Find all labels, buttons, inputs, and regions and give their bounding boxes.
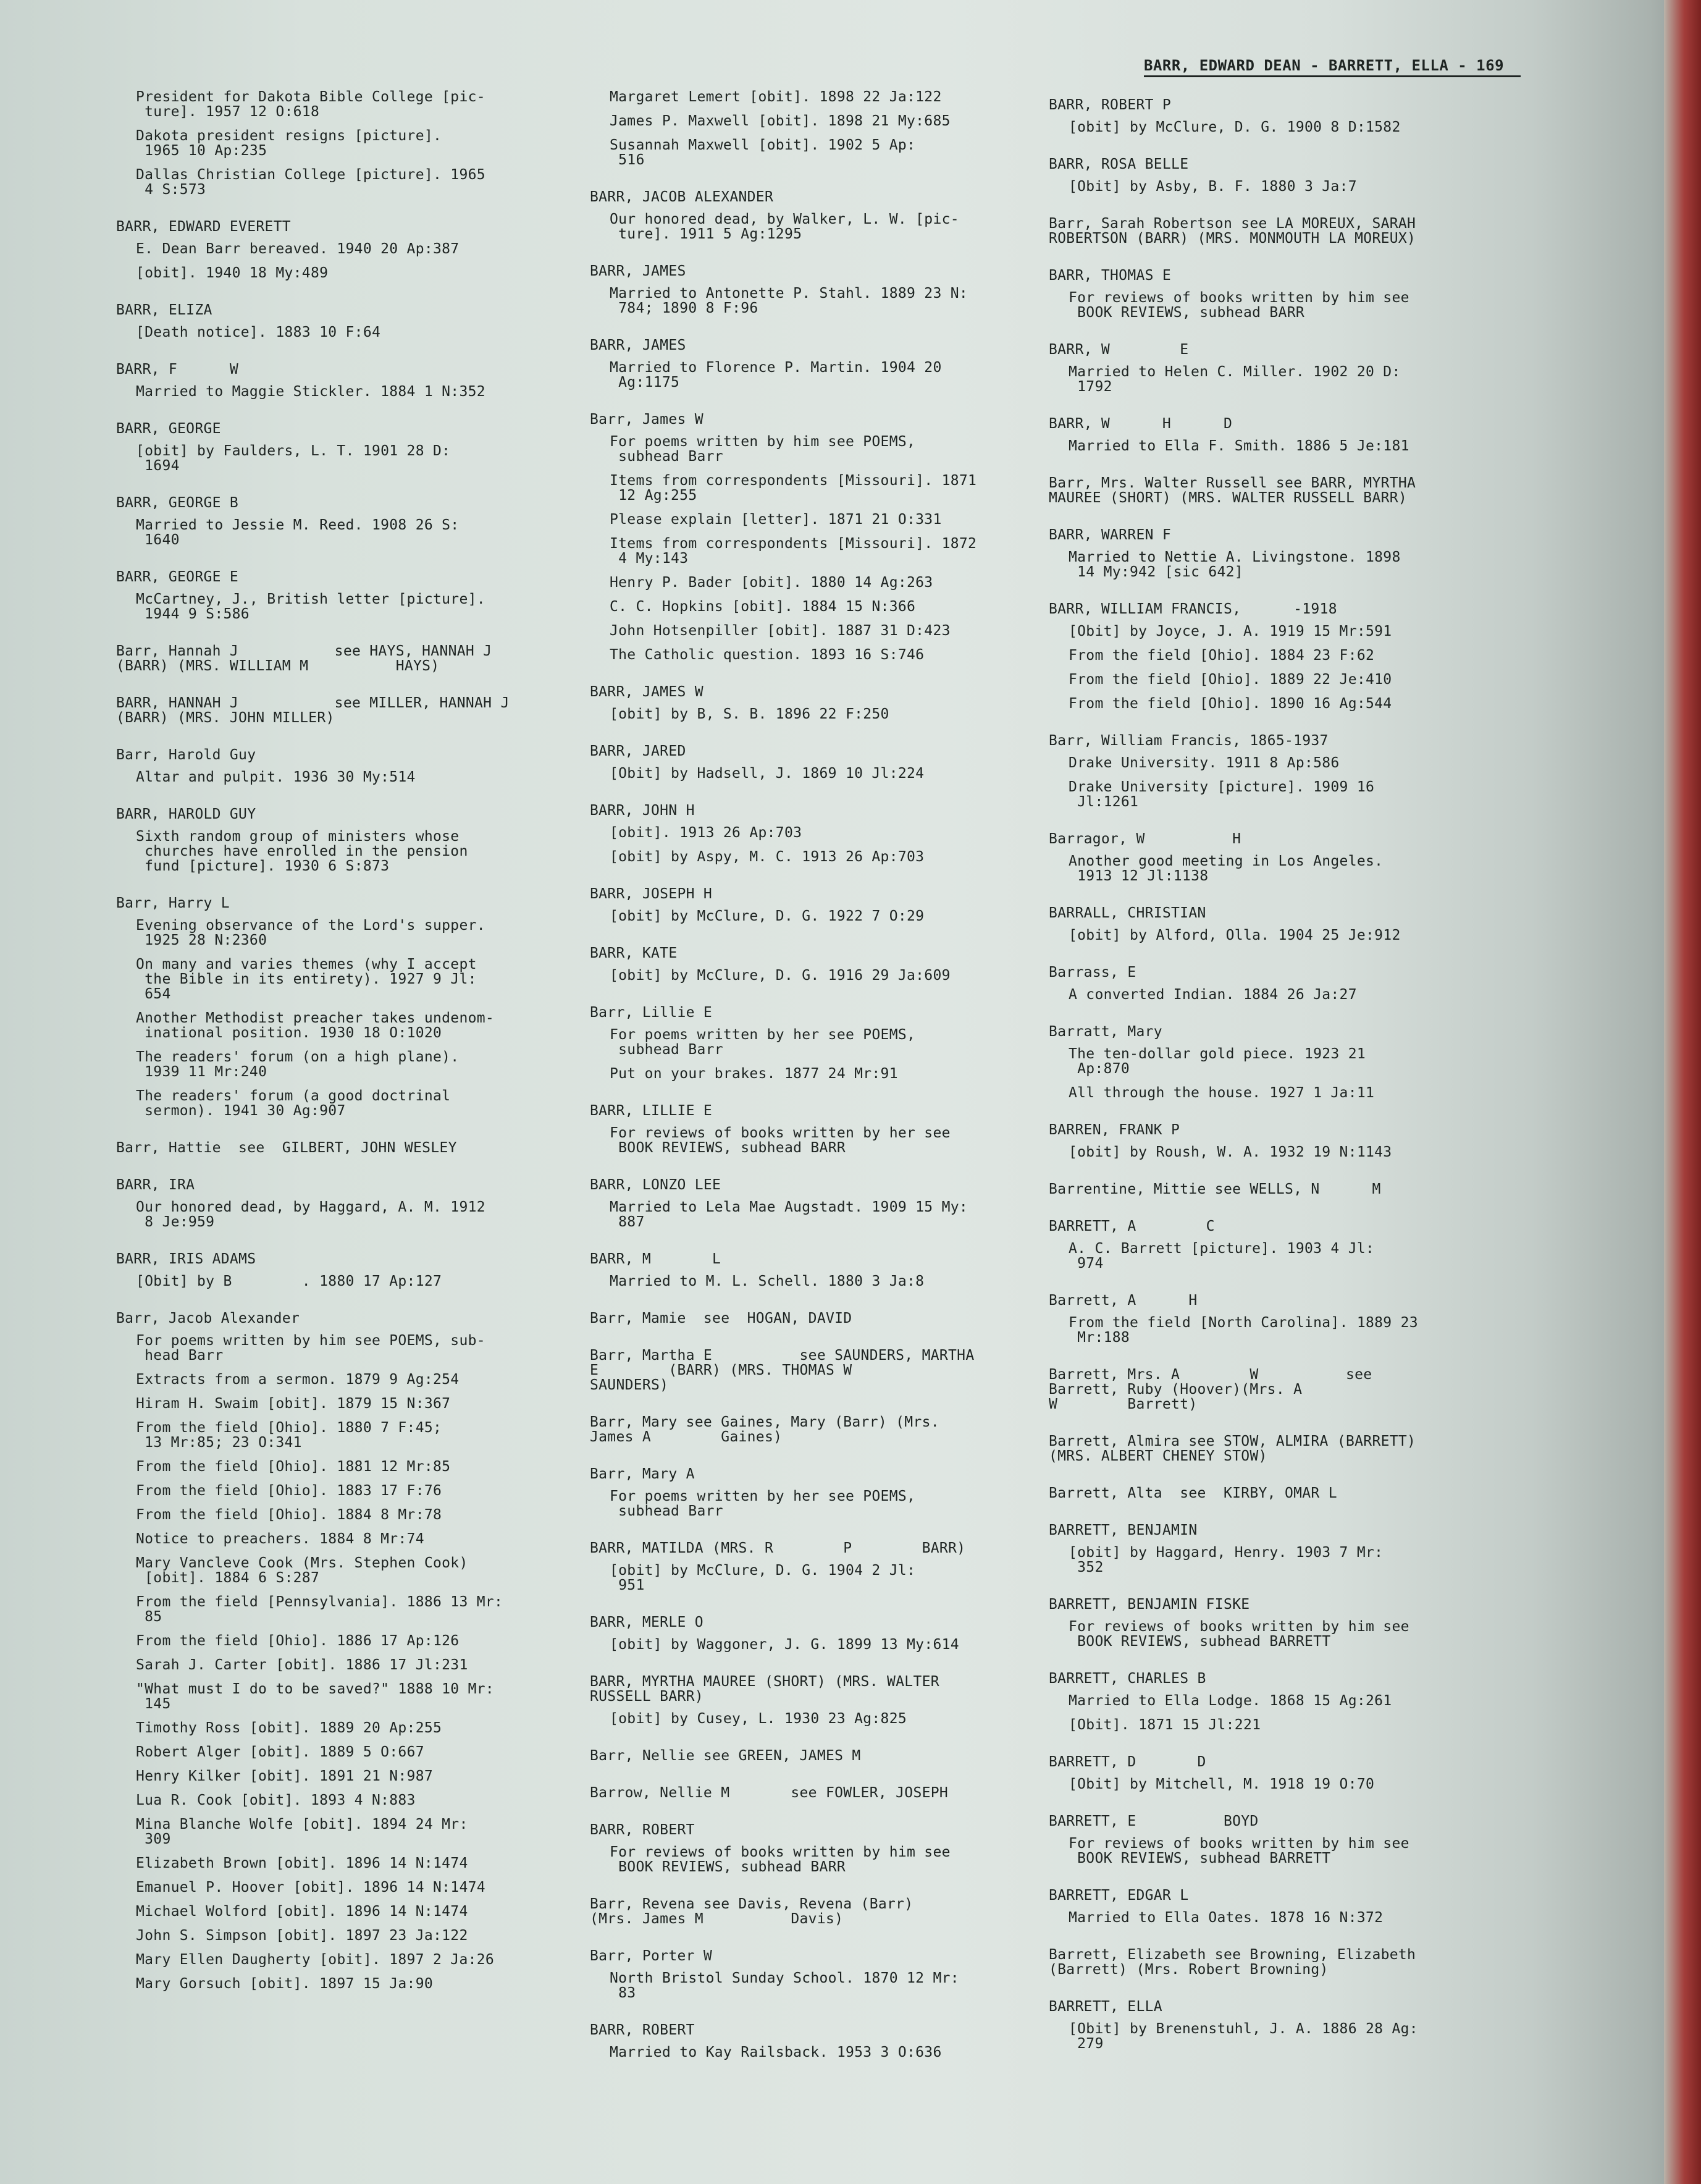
entry-heading: Barr, Harold Guy xyxy=(116,747,256,763)
index-entry xyxy=(590,1823,1022,1874)
entry-citation: E. Dean Barr bereaved. 1940 20 Ap:387 xyxy=(136,241,460,257)
index-entry xyxy=(1049,1486,1481,1501)
entry-citation: Henry P. Bader [obit]. 1880 14 Ag:263 xyxy=(610,575,933,591)
entry-citation: All through the house. 1927 1 Ja:11 xyxy=(1069,1085,1375,1101)
entry-citation: Items from correspondents [Missouri]. 1872 4 My:143 xyxy=(610,536,977,567)
index-entry xyxy=(1049,965,1481,1002)
entry-heading: BARRALL, CHRISTIAN xyxy=(1049,905,1206,921)
index-entry xyxy=(1049,1597,1481,1649)
index-entry xyxy=(1049,1293,1481,1345)
index-entry xyxy=(116,495,548,547)
entry-citation: Sarah J. Carter [obit]. 1886 17 Jl:231 xyxy=(136,1657,468,1673)
entry-citation: Another Methodist preacher takes undenom- inational position. 1930 18 O:1020 xyxy=(136,1010,495,1041)
index-entry xyxy=(590,887,1022,924)
entry-citation: The readers' forum (on a high plane). 1939 11 Mr:240 xyxy=(136,1049,460,1080)
entry-heading: Barr, Harry L xyxy=(116,895,230,911)
entry-citation: From the field [Ohio]. 1890 16 Ag:544 xyxy=(1069,696,1392,712)
index-entry xyxy=(1049,1219,1481,1271)
entry-heading: BARREN, FRANK P xyxy=(1049,1122,1180,1138)
index-entry xyxy=(116,1252,548,1289)
entry-citation: President for Dakota Bible College [pic- ture]. 1957 12 O:618 xyxy=(136,89,485,120)
index-entry xyxy=(1049,1814,1481,1866)
entry-heading: BARR, HAROLD GUY xyxy=(116,806,256,822)
index-entry xyxy=(116,219,548,280)
entry-heading: BARR, KATE xyxy=(590,945,678,961)
entry-heading: BARR, JARED xyxy=(590,743,686,759)
entry-heading: BARR, GEORGE B xyxy=(116,495,239,511)
entry-citation: Please explain [letter]. 1871 21 O:331 xyxy=(610,512,942,528)
entry-heading: BARR, ROBERT xyxy=(590,2022,695,2038)
entry-citation: Margaret Lemert [obit]. 1898 22 Ja:122 xyxy=(610,89,942,105)
entry-citation: From the field [Ohio]. 1886 17 Ap:126 xyxy=(136,1633,460,1649)
entry-citation: North Bristol Sunday School. 1870 12 Mr: 83 xyxy=(610,1970,959,2001)
entry-citation: "What must I do to be saved?" 1888 10 Mr: 145 xyxy=(136,1681,495,1712)
entry-citation: John S. Simpson [obit]. 1897 23 Ja:122 xyxy=(136,1928,468,1944)
index-entry xyxy=(1049,342,1481,394)
index-entry xyxy=(1049,216,1481,246)
entry-heading: BARRETT, BENJAMIN xyxy=(1049,1522,1198,1538)
index-entry xyxy=(1049,1523,1481,1575)
entry-heading: BARR, LILLIE E xyxy=(590,1103,713,1119)
entry-citation: For reviews of books written by him see BOOK REVIEWS, subhead BARRETT xyxy=(1069,1619,1409,1650)
index-entry xyxy=(590,803,1022,864)
entry-heading: Barrow, Nellie M see FOWLER, JOSEPH xyxy=(590,1785,949,1801)
entry-heading: Barr, Revena see Davis, Revena (Barr) (Mrs. James M Davis) xyxy=(590,1896,914,1927)
entry-citation: Susannah Maxwell [obit]. 1902 5 Ap: 516 xyxy=(610,137,916,168)
entry-citation: [obit] by Faulders, L. T. 1901 28 D: 1694 xyxy=(136,443,451,474)
entry-citation: James P. Maxwell [obit]. 1898 21 My:685 xyxy=(610,113,951,129)
entry-heading: Barr, Jacob Alexander xyxy=(116,1310,300,1326)
entry-heading: Barr, Mamie see HOGAN, DAVID xyxy=(590,1310,852,1326)
entry-citation: C. C. Hopkins [obit]. 1884 15 N:366 xyxy=(610,599,916,615)
entry-citation: Married to Florence P. Martin. 1904 20 Ag:1175 xyxy=(610,360,942,390)
entry-heading: Barr, Martha E see SAUNDERS, MARTHA E (BARR) (MRS. THOMAS W SAUNDERS) xyxy=(590,1347,975,1393)
entry-heading: BARR, W H D xyxy=(1049,416,1233,432)
entry-citation: Married to Nettie A. Livingstone. 1898 14 My:942 [sic 642] xyxy=(1069,549,1401,580)
entry-citation: Dakota president resigns [picture]. 1965 10 Ap:235 xyxy=(136,128,442,159)
entry-citation: [Obit]. 1871 15 Jl:221 xyxy=(1069,1717,1261,1733)
index-entry xyxy=(1049,1182,1481,1197)
index-entry xyxy=(590,2023,1022,2060)
entry-heading: Barrett, Almira see STOW, ALMIRA (BARRETT) (MRS. ALBERT CHENEY STOW) xyxy=(1049,1433,1416,1464)
entry-heading: BARRETT, A C xyxy=(1049,1218,1215,1234)
index-entry xyxy=(590,190,1022,242)
entry-heading: BARR, WILLIAM FRANCIS, -1918 xyxy=(1049,601,1337,617)
index-entry xyxy=(590,90,1022,167)
entry-citation: From the field [Ohio]. 1889 22 Je:410 xyxy=(1069,672,1392,688)
entry-citation: Married to Maggie Stickler. 1884 1 N:352 xyxy=(136,384,485,400)
entry-heading: BARR, ROSA BELLE xyxy=(1049,156,1189,172)
entry-citation: Mary Vancleve Cook (Mrs. Stephen Cook) [obit]. 1884 6 S:287 xyxy=(136,1555,468,1586)
entry-citation: Hiram H. Swaim [obit]. 1879 15 N:367 xyxy=(136,1396,451,1412)
entry-citation: From the field [Pennsylvania]. 1886 13 Mr: 85 xyxy=(136,1594,503,1625)
entry-citation: [obit] by McClure, D. G. 1916 29 Ja:609 xyxy=(610,968,951,984)
index-entry xyxy=(116,696,548,725)
entry-heading: Barratt, Mary xyxy=(1049,1024,1162,1040)
entry-citation: [obit] by Haggard, Henry. 1903 7 Mr: 352 xyxy=(1069,1545,1384,1575)
index-entry xyxy=(116,90,548,197)
entry-heading: Barrett, Alta see KIRBY, OMAR L xyxy=(1049,1485,1337,1501)
entry-heading: Barr, William Francis, 1865-1937 xyxy=(1049,733,1329,749)
column-1 xyxy=(116,89,548,2013)
entry-heading: BARR, EDWARD EVERETT xyxy=(116,219,291,235)
entry-citation: [obit] by McClure, D. G. 1922 7 O:29 xyxy=(610,908,925,924)
entry-citation: Evening observance of the Lord's supper. 1925 28 N:2360 xyxy=(136,917,485,948)
column-3 xyxy=(1049,98,1481,2073)
entry-citation: Michael Wolford [obit]. 1896 14 N:1474 xyxy=(136,1904,468,1920)
entry-heading: BARR, THOMAS E xyxy=(1049,268,1172,284)
entry-citation: [obit] by Alford, Olla. 1904 25 Je:912 xyxy=(1069,927,1401,943)
entry-citation: [obit]. 1913 26 Ap:703 xyxy=(610,825,802,841)
entry-citation: [obit] by Waggoner, J. G. 1899 13 My:614 xyxy=(610,1637,959,1653)
index-entry xyxy=(590,1786,1022,1800)
entry-citation: For poems written by him see POEMS, sub- head Barr xyxy=(136,1333,485,1364)
entry-heading: BARR, HANNAH J see MILLER, HANNAH J (BARR) (MRS. JOHN MILLER) xyxy=(116,695,510,726)
entry-citation: McCartney, J., British letter [picture]. 1944 9 S:586 xyxy=(136,591,485,622)
entry-citation: From the field [Ohio]. 1881 12 Mr:85 xyxy=(136,1459,451,1475)
entry-citation: [obit] by Aspy, M. C. 1913 26 Ap:703 xyxy=(610,849,925,865)
entry-heading: BARR, IRA xyxy=(116,1177,195,1193)
index-entry xyxy=(590,1005,1022,1081)
entry-citation: Dallas Christian College [picture]. 1965 4 S:573 xyxy=(136,167,485,198)
index-entry xyxy=(1049,476,1481,505)
entry-heading: BARRETT, D D xyxy=(1049,1754,1206,1770)
entry-heading: BARR, ROBERT P xyxy=(1049,97,1172,113)
index-entry xyxy=(1049,602,1481,711)
index-entry xyxy=(116,303,548,340)
index-entry xyxy=(1049,1999,1481,2051)
entry-citation: [obit] by McClure, D. G. 1904 2 Jl: 951 xyxy=(610,1562,916,1593)
entry-citation: [Obit] by Brenenstuhl, J. A. 1886 28 Ag: 279 xyxy=(1069,2021,1418,2052)
index-entry xyxy=(590,412,1022,662)
entry-citation: Married to Lela Mae Augstadt. 1909 15 My: 887 xyxy=(610,1199,968,1230)
entry-citation: Married to M. L. Schell. 1880 3 Ja:8 xyxy=(610,1273,925,1289)
entry-citation: [Obit] by B . 1880 17 Ap:127 xyxy=(136,1273,442,1289)
index-entry xyxy=(590,1615,1022,1652)
entry-heading: BARRETT, EDGAR L xyxy=(1049,1887,1189,1904)
entry-citation: Robert Alger [obit]. 1889 5 O:667 xyxy=(136,1744,424,1760)
entry-citation: Extracts from a sermon. 1879 9 Ag:254 xyxy=(136,1372,460,1388)
index-entry xyxy=(1049,1123,1481,1160)
entry-heading: BARR, JOSEPH H xyxy=(590,886,713,902)
entry-heading: BARR, IRIS ADAMS xyxy=(116,1251,256,1267)
entry-citation: Drake University [picture]. 1909 16 Jl:1261 xyxy=(1069,779,1375,810)
index-entry xyxy=(116,1311,548,1991)
entry-heading: BARR, JAMES xyxy=(590,263,686,279)
entry-heading: Barrett, A H xyxy=(1049,1292,1198,1309)
entry-citation: Put on your brakes. 1877 24 Mr:91 xyxy=(610,1066,898,1082)
index-entry xyxy=(590,1467,1022,1519)
entry-citation: Drake University. 1911 8 Ap:586 xyxy=(1069,755,1340,771)
index-entry xyxy=(590,1748,1022,1763)
index-entry xyxy=(1049,1947,1481,1977)
index-entry xyxy=(116,896,548,1118)
entry-citation: [obit] by Cusey, L. 1930 23 Ag:825 xyxy=(610,1711,907,1727)
entry-citation: From the field [Ohio]. 1884 23 F:62 xyxy=(1069,647,1375,664)
entry-heading: Barr, Sarah Robertson see LA MOREUX, SARAH ROBERTSON (BARR) (MRS. MONMOUTH LA MOREUX) xyxy=(1049,216,1416,247)
entry-citation: For reviews of books written by him see BOOK REVIEWS, subhead BARR xyxy=(610,1844,951,1875)
entry-citation: From the field [North Carolina]. 1889 23 Mr:188 xyxy=(1069,1315,1418,1346)
index-entry xyxy=(116,807,548,874)
index-entry xyxy=(590,1252,1022,1289)
entry-citation: Married to Ella F. Smith. 1886 5 Je:181 xyxy=(1069,438,1409,454)
entry-citation: [obit]. 1940 18 My:489 xyxy=(136,265,329,281)
index-entry xyxy=(590,1348,1022,1393)
entry-heading: Barr, Mary A xyxy=(590,1466,695,1482)
entry-citation: For poems written by her see POEMS, subhead Barr xyxy=(610,1488,916,1519)
entry-citation: Married to Ella Lodge. 1868 15 Ag:261 xyxy=(1069,1693,1392,1709)
index-entry xyxy=(590,1949,1022,2001)
entry-heading: BARRETT, CHARLES B xyxy=(1049,1671,1206,1687)
index-entry xyxy=(1049,157,1481,194)
entry-citation: Our honored dead, by Walker, L. W. [pic- ture]. 1911 5 Ag:1295 xyxy=(610,211,959,242)
index-entry xyxy=(116,362,548,399)
entry-citation: The Catholic question. 1893 16 S:746 xyxy=(610,647,925,663)
entry-citation: Timothy Ross [obit]. 1889 20 Ap:255 xyxy=(136,1720,442,1736)
entry-heading: Barr, Mary see Gaines, Mary (Barr) (Mrs. James A Gaines) xyxy=(590,1414,939,1445)
entry-heading: BARR, WARREN F xyxy=(1049,527,1172,543)
entry-heading: BARR, JACOB ALEXANDER xyxy=(590,189,774,205)
entry-citation: The ten-dollar gold piece. 1923 21 Ap:870 xyxy=(1069,1046,1366,1077)
entry-citation: Altar and pulpit. 1936 30 My:514 xyxy=(136,769,416,785)
index-entry xyxy=(1049,1888,1481,1925)
entry-citation: For poems written by him see POEMS, subhead Barr xyxy=(610,434,916,465)
entry-citation: Married to Helen C. Miller. 1902 20 D: 1792 xyxy=(1069,364,1401,395)
entry-citation: Mary Gorsuch [obit]. 1897 15 Ja:90 xyxy=(136,1976,434,1992)
index-entry xyxy=(1049,1755,1481,1792)
entry-heading: BARR, GEORGE E xyxy=(116,569,239,585)
index-entry xyxy=(1049,1434,1481,1464)
index-entry xyxy=(590,1541,1022,1593)
entry-citation: Mina Blanche Wolfe [obit]. 1894 24 Mr: 309 xyxy=(136,1816,468,1847)
entry-citation: Married to Antonette P. Stahl. 1889 23 N: 784; 1890 8 F:96 xyxy=(610,285,968,316)
index-entry xyxy=(1049,416,1481,453)
index-entry xyxy=(590,744,1022,781)
entry-citation: On many and varies themes (why I accept the Bible in its entirety). 1927 9 Jl: 654 xyxy=(136,956,477,1002)
entry-heading: Barr, Hattie see GILBERT, JOHN WESLEY xyxy=(116,1140,457,1156)
entry-heading: BARR, JAMES W xyxy=(590,684,704,700)
entry-heading: BARR, F W xyxy=(116,361,239,377)
entry-heading: Barr, Nellie see GREEN, JAMES M xyxy=(590,1748,861,1764)
column-2 xyxy=(590,89,1022,2082)
entry-citation: Married to Jessie M. Reed. 1908 26 S: 1640 xyxy=(136,517,460,548)
index-entry xyxy=(116,570,548,622)
entry-citation: Mary Ellen Daugherty [obit]. 1897 2 Ja:26 xyxy=(136,1952,495,1968)
entry-citation: From the field [Ohio]. 1880 7 F:45; 13 Mr:85; 23 O:341 xyxy=(136,1420,442,1451)
entry-citation: Our honored dead, by Haggard, A. M. 1912 8 Je:959 xyxy=(136,1199,485,1230)
entry-citation: Married to Ella Oates. 1878 16 N:372 xyxy=(1069,1910,1384,1926)
entry-heading: Barr, Porter W xyxy=(590,1948,713,1964)
entry-citation: From the field [Ohio]. 1884 8 Mr:78 xyxy=(136,1507,442,1523)
entry-heading: BARRETT, ELLA xyxy=(1049,1999,1162,2015)
entry-citation: For reviews of books written by him see BOOK REVIEWS, subhead BARR xyxy=(1069,290,1409,321)
index-entry xyxy=(1049,1671,1481,1732)
index-entry xyxy=(1049,906,1481,943)
entry-heading: Barrett, Elizabeth see Browning, Elizabeth (Barrett) (Mrs. Robert Browning) xyxy=(1049,1947,1416,1978)
entry-citation: For poems written by her see POEMS, subhead Barr xyxy=(610,1027,916,1058)
index-entry xyxy=(1049,528,1481,580)
index-entry xyxy=(590,1178,1022,1229)
index-entry xyxy=(1049,733,1481,809)
index-entry xyxy=(590,264,1022,316)
entry-citation: [obit] by McClure, D. G. 1900 8 D:1582 xyxy=(1069,119,1401,135)
entry-citation: [obit] by B, S. B. 1896 22 F:250 xyxy=(610,706,889,722)
entry-heading: BARR, LONZO LEE xyxy=(590,1177,721,1193)
entry-citation: Married to Kay Railsback. 1953 3 O:636 xyxy=(610,2044,942,2060)
entry-heading: Barr, James W xyxy=(590,411,704,428)
entry-citation: [Death notice]. 1883 10 F:64 xyxy=(136,324,381,340)
entry-heading: Barr, Mrs. Walter Russell see BARR, MYRTHA MAUREE (SHORT) (MRS. WALTER RUSSELL BARR) xyxy=(1049,475,1416,506)
index-entry xyxy=(590,338,1022,390)
index-entry xyxy=(116,748,548,785)
entry-citation: Emanuel P. Hoover [obit]. 1896 14 N:1474 xyxy=(136,1879,485,1895)
entry-citation: [Obit] by Asby, B. F. 1880 3 Ja:7 xyxy=(1069,179,1357,195)
entry-heading: Barr, Lillie E xyxy=(590,1005,713,1021)
entry-heading: BARR, ROBERT xyxy=(590,1822,695,1838)
entry-citation: John Hotsenpiller [obit]. 1887 31 D:423 xyxy=(610,623,951,639)
index-entry xyxy=(590,1674,1022,1726)
index-entry xyxy=(116,644,548,673)
entry-citation: Elizabeth Brown [obit]. 1896 14 N:1474 xyxy=(136,1855,468,1871)
index-entry xyxy=(1049,1024,1481,1100)
index-entry xyxy=(590,1415,1022,1444)
entry-citation: [obit] by Roush, W. A. 1932 19 N:1143 xyxy=(1069,1144,1392,1160)
entry-citation: [Obit] by Hadsell, J. 1869 10 Jl:224 xyxy=(610,765,925,782)
entry-heading: Barr, Hannah J see HAYS, HANNAH J (BARR) (MRS. WILLIAM M HAYS) xyxy=(116,643,492,674)
index-entry xyxy=(1049,832,1481,883)
entry-heading: BARR, W E xyxy=(1049,342,1189,358)
entry-citation: The readers' forum (a good doctrinal sermon). 1941 30 Ag:907 xyxy=(136,1088,451,1119)
running-header: BARR, EDWARD DEAN - BARRETT, ELLA - 169 xyxy=(1144,57,1521,77)
entry-citation: From the field [Ohio]. 1883 17 F:76 xyxy=(136,1483,442,1499)
entry-heading: BARRETT, BENJAMIN FISKE xyxy=(1049,1596,1250,1613)
index-entry xyxy=(590,685,1022,722)
entry-citation: Sixth random group of ministers whose churches have enrolled in the pension fund [picture]. 1930 6 S:873 xyxy=(136,828,468,874)
entry-citation: [Obit] by Joyce, J. A. 1919 15 Mr:591 xyxy=(1069,623,1392,639)
index-entry xyxy=(1049,1367,1481,1412)
index-entry xyxy=(590,1103,1022,1155)
entry-citation: Henry Kilker [obit]. 1891 21 N:987 xyxy=(136,1768,434,1784)
entry-citation: Items from correspondents [Missouri]. 1871 12 Ag:255 xyxy=(610,473,977,504)
index-entry xyxy=(116,1140,548,1155)
entry-citation: [Obit] by Mitchell, M. 1918 19 O:70 xyxy=(1069,1776,1375,1792)
index-entry xyxy=(590,1311,1022,1326)
entry-citation: For reviews of books written by her see BOOK REVIEWS, subhead BARR xyxy=(610,1125,951,1156)
entry-citation: Lua R. Cook [obit]. 1893 4 N:883 xyxy=(136,1792,416,1808)
index-entry xyxy=(590,946,1022,983)
entry-heading: BARR, MATILDA (MRS. R P BARR) xyxy=(590,1540,966,1556)
entry-heading: BARR, JAMES xyxy=(590,337,686,353)
entry-citation: Another good meeting in Los Angeles. 1913 12 Jl:1138 xyxy=(1069,853,1384,884)
entry-heading: Barragor, W H xyxy=(1049,831,1241,847)
entry-heading: BARR, GEORGE xyxy=(116,421,221,437)
entry-heading: BARR, MYRTHA MAUREE (SHORT) (MRS. WALTER RUSSELL BARR) xyxy=(590,1674,939,1705)
book-edge xyxy=(1664,0,1701,2184)
index-entry xyxy=(116,421,548,473)
entry-citation: A converted Indian. 1884 26 Ja:27 xyxy=(1069,987,1357,1003)
entry-heading: Barrett, Mrs. A W see Barrett, Ruby (Hoover)(Mrs. A W Barrett) xyxy=(1049,1367,1372,1412)
entry-heading: BARR, ELIZA xyxy=(116,302,212,318)
entry-heading: BARR, M L xyxy=(590,1251,721,1267)
entry-heading: BARRETT, E BOYD xyxy=(1049,1813,1259,1829)
entry-heading: Barrentine, Mittie see WELLS, N M xyxy=(1049,1181,1381,1197)
entry-citation: A. C. Barrett [picture]. 1903 4 Jl: 974 xyxy=(1069,1241,1375,1271)
index-entry xyxy=(116,1178,548,1229)
entry-heading: BARR, JOHN H xyxy=(590,803,695,819)
index-entry xyxy=(1049,98,1481,135)
entry-heading: BARR, MERLE O xyxy=(590,1614,704,1630)
index-entry xyxy=(1049,268,1481,320)
entry-heading: Barrass, E xyxy=(1049,964,1136,980)
entry-citation: For reviews of books written by him see BOOK REVIEWS, subhead BARRETT xyxy=(1069,1836,1409,1866)
entry-citation: Notice to preachers. 1884 8 Mr:74 xyxy=(136,1531,424,1547)
index-entry xyxy=(590,1897,1022,1926)
